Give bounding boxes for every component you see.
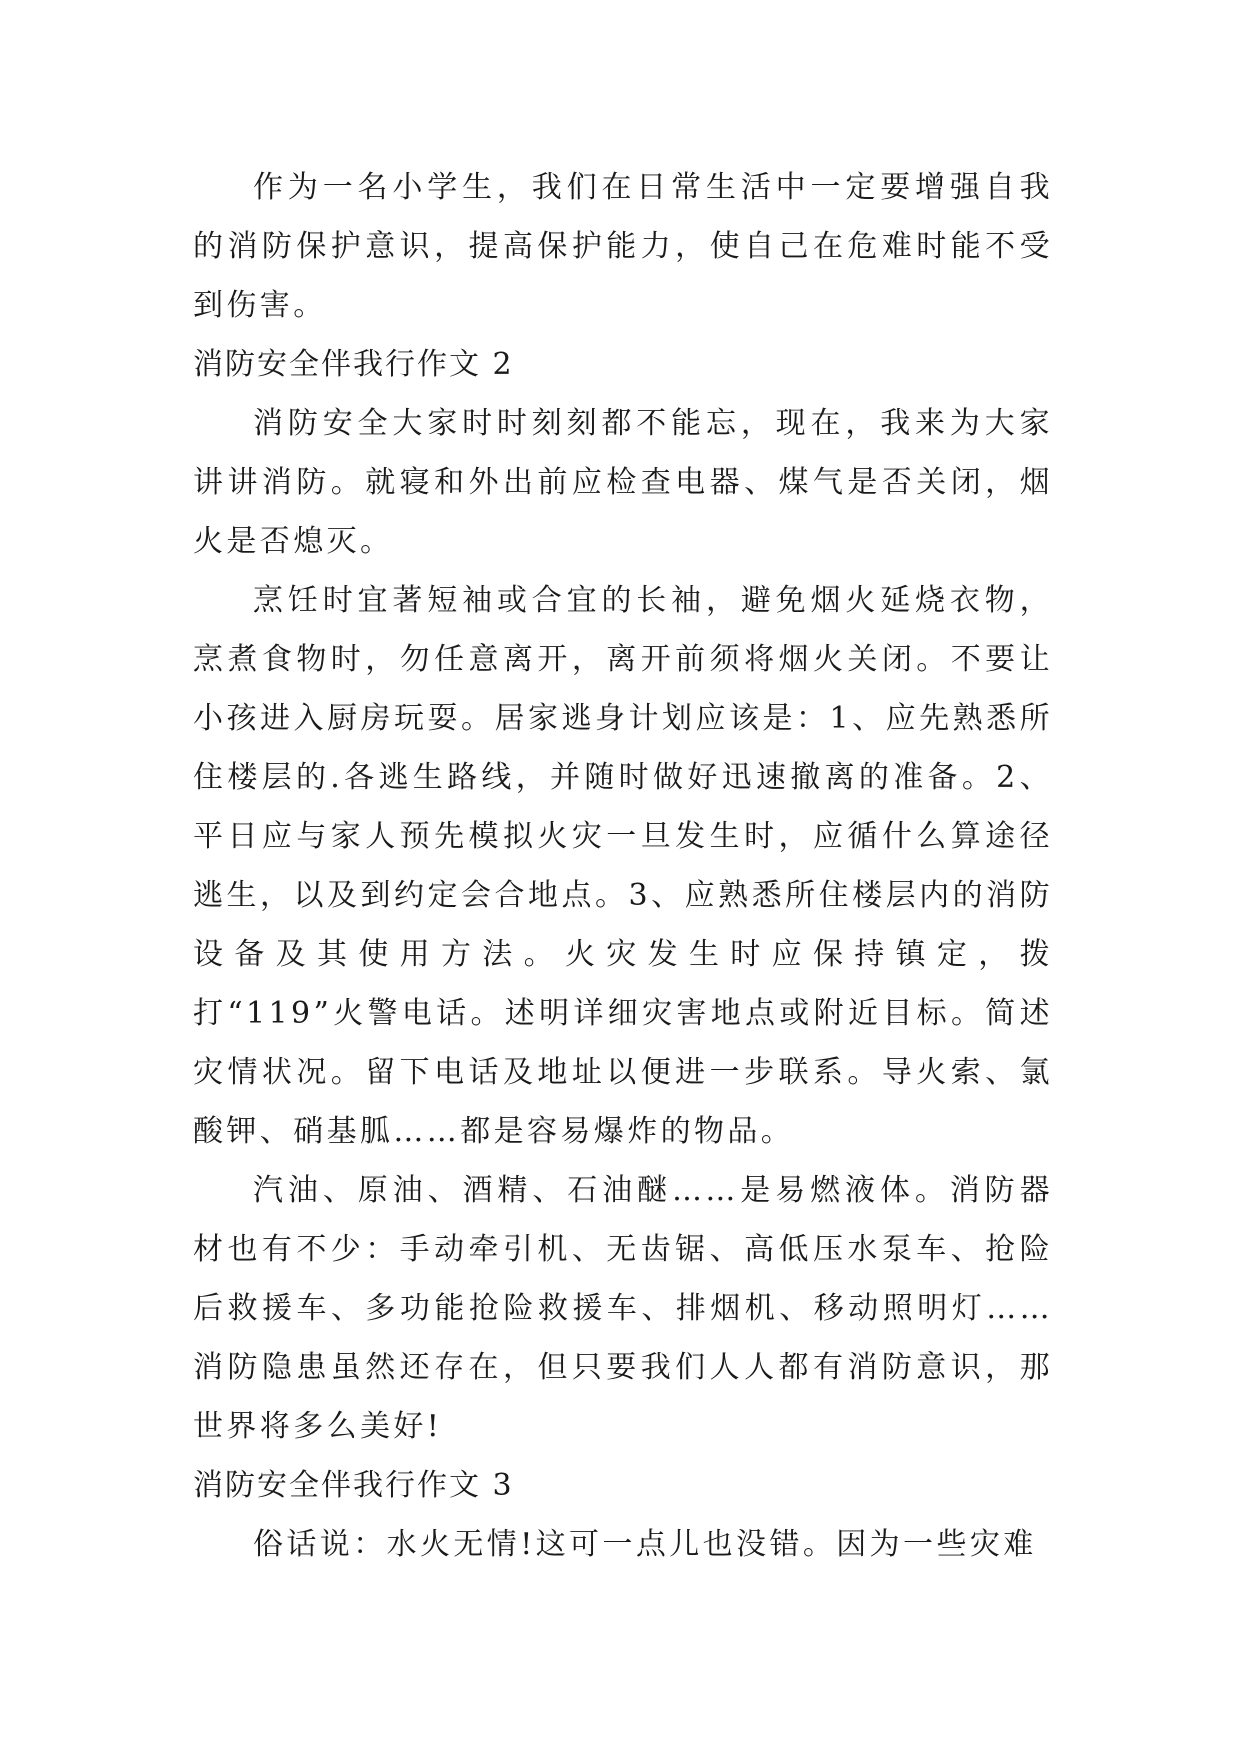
paragraph: 作为一名小学生，我们在日常生活中一定要增强自我的消防保护意识，提高保护能力，使自己在危难时能不受到伤害。 (193, 170, 1053, 323)
paragraph: 汽油、原油、酒精、石油醚……是易燃液体。消防器材也有不少：手动牵引机、无齿锯、高低压水泵车、抢险后救援车、多功能抢险救援车、排烟机、移动照明灯……消防隐患虽然还存在，但只要我们人人都有消防意识，那世界将多么美好! (193, 1173, 1053, 1444)
paragraph: 烹饪时宜著短袖或合宜的长袖，避免烟火延烧衣物，烹煮食物时，勿任意离开，离开前须将烟火关闭。不要让小孩进入厨房玩耍。居家逃身计划应该是：1、应先熟悉所住楼层的.各逃生路线，并随时做好迅速撤离的准备。2、平日应与家人预先模拟火灾一旦发生时，应循什么算途径逃生，以及到约定会合地点。3、应熟悉所住楼层内的消防设备及其使用方法。火灾发生时应保持镇定，拨打“119”火警电话。述明详细灾害地点或附近目标。简述灾情状况。留下电话及地址以便进一步联系。导火索、氯酸钾、硝基胍……都是容易爆炸的物品。 (193, 583, 1053, 1149)
document-body (193, 158, 1053, 1574)
section-heading: 消防安全伴我行作文 2 (193, 347, 514, 382)
paragraph: 俗话说：水火无情!这可一点儿也没错。因为一些灾难 (253, 1527, 1037, 1562)
section-heading: 消防安全伴我行作文 3 (193, 1468, 514, 1503)
paragraph: 消防安全大家时时刻刻都不能忘，现在，我来为大家讲讲消防。就寝和外出前应检查电器、煤气是否关闭，烟火是否熄灭。 (193, 406, 1053, 559)
